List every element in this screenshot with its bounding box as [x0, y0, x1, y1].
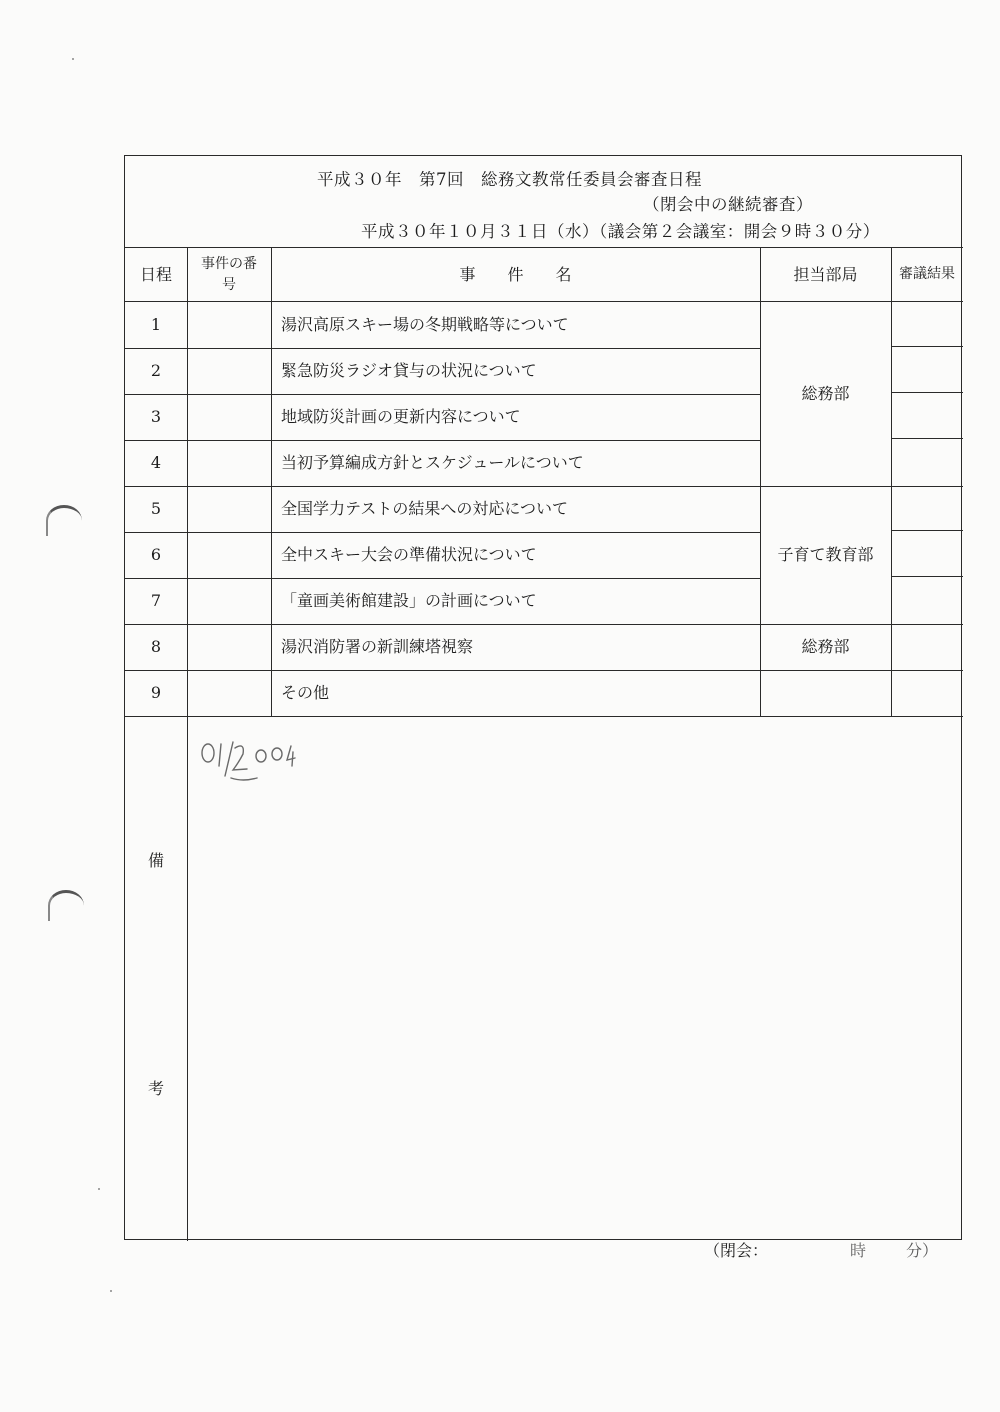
department-childcare-education: 子育て教育部	[777, 545, 874, 564]
col-header-day: 日程	[139, 264, 172, 284]
row-case-name: 全国学力テストの結果への対応について	[281, 499, 569, 518]
row-case-name: 全中スキー大会の準備状況について	[281, 545, 537, 564]
row-day: 8	[150, 637, 162, 656]
row-day: 2	[150, 361, 162, 380]
remarks-label-top: 備	[147, 851, 164, 870]
row-case-name: 地域防災計画の更新内容について	[281, 407, 521, 426]
document-title: 平成３０年 第7回 総務文教常任委員会審査日程	[317, 170, 702, 189]
department-general-affairs-2: 総務部	[801, 637, 850, 656]
scan-speck	[110, 1290, 112, 1292]
row-day: 5	[150, 499, 162, 518]
col-divider-dept	[891, 247, 892, 716]
document-subtitle: （閉会中の継続審査）	[643, 195, 813, 214]
closing-label: （閉会：	[704, 1241, 769, 1260]
result-divider	[891, 346, 963, 347]
department-general-affairs: 総務部	[801, 384, 850, 403]
scan-speck	[72, 58, 74, 60]
col-header-result: 審議結果	[899, 266, 955, 282]
row-case-name: その他	[281, 683, 330, 702]
col-divider-day	[187, 247, 188, 1241]
row-case-name: 湯沢高原スキー場の冬期戦略等について	[281, 315, 569, 334]
result-divider	[891, 438, 963, 439]
table-bottom-divider	[125, 716, 963, 717]
result-divider	[891, 576, 963, 577]
schedule-table	[124, 155, 962, 1240]
row-day: 9	[150, 683, 162, 702]
meeting-date: 平成３０年１０月３１日（水）（議会第２会議室：開会９時３０分）	[361, 222, 880, 241]
remarks-label-bottom: 考	[147, 1079, 164, 1098]
row-case-name: 緊急防災ラジオ貸与の状況について	[281, 361, 537, 380]
row-day: 1	[150, 315, 162, 334]
closing-minute: 分）	[906, 1241, 939, 1260]
handwritten-note	[199, 736, 319, 786]
row-day: 6	[150, 545, 162, 564]
col-header-department: 担当部局	[793, 264, 858, 284]
row-day: 4	[150, 453, 162, 472]
closing-hour: 時	[850, 1241, 867, 1260]
col-divider-caseno	[271, 247, 272, 716]
row-day: 7	[150, 591, 162, 610]
row-case-name: 湯沢消防署の新訓練塔視察	[281, 637, 474, 656]
row-case-name: 当初予算編成方針とスケジュールについて	[281, 453, 584, 472]
result-divider	[891, 392, 963, 393]
row-case-name: 「童画美術館建設」の計画について	[281, 591, 537, 610]
row-day: 3	[150, 407, 162, 426]
col-header-case-name: 事 件 名	[459, 264, 572, 284]
scan-speck	[98, 1188, 100, 1190]
punch-hole-bottom	[48, 890, 84, 921]
result-divider	[891, 530, 963, 531]
punch-hole-top	[46, 505, 82, 536]
col-header-case-number: 事件の番号	[201, 255, 257, 293]
